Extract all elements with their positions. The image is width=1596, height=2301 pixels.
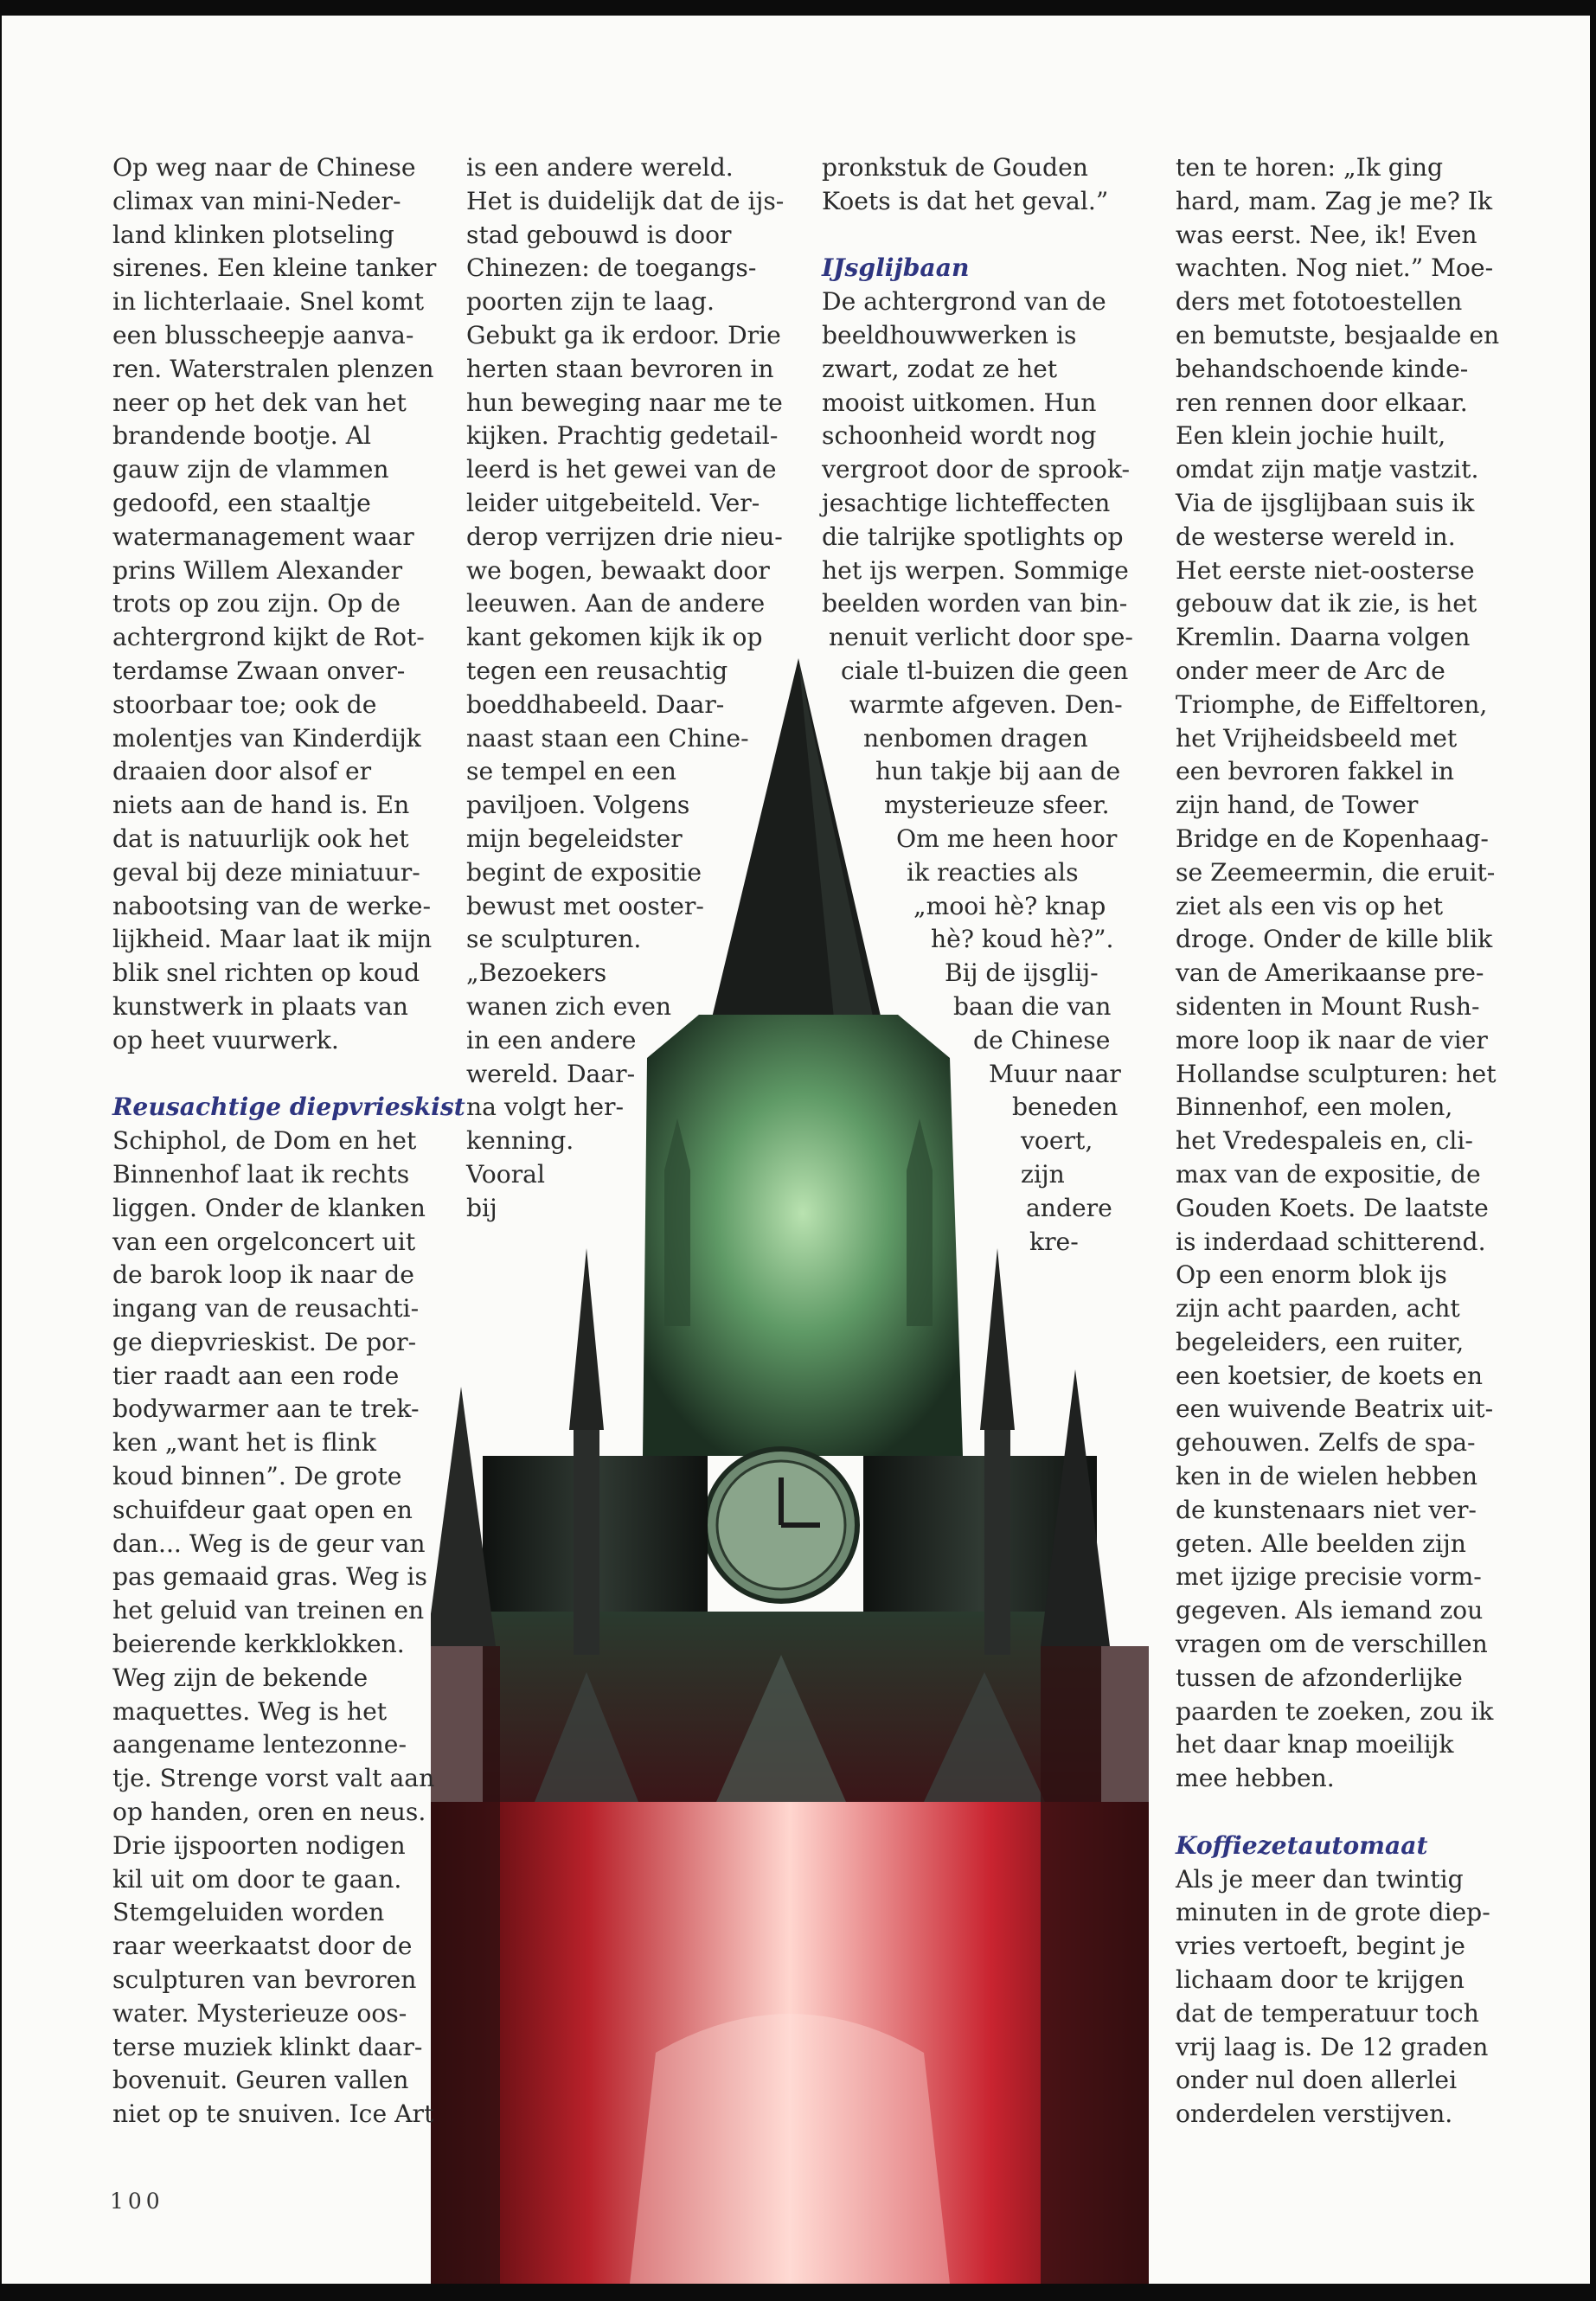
text-line: leerd is het gewei van de [466,455,777,484]
text-line: het Vrijheidsbeeld met [1176,723,1458,753]
text-line: mee hebben. [1176,1764,1335,1793]
text-line: kijken. Prachtig gedetail- [466,421,779,451]
text-line: zijn hand, de Tower [1176,791,1419,820]
text-line: sculpturen van bevroren [112,1965,417,1995]
text-line: ren rennen door elkaar. [1176,388,1468,417]
text-line: pronkstuk de Gouden [822,153,1088,182]
text-line: molentjes van Kinderdijk [112,723,421,753]
text-line: bij [466,1193,497,1222]
text-line: poorten zijn te laag. [466,287,715,317]
text-line: het ijs werpen. Sommige [822,555,1129,585]
text-line: vragen om de verschillen [1176,1630,1488,1659]
text-line: terse muziek klinkt daar- [112,2032,423,2061]
text-line: Gebukt ga ik erdoor. Drie [466,320,781,349]
text-line: zwart, zodat ze het [822,354,1058,383]
text-line: „mooi hè? knap [913,891,1106,920]
text-line: leeuwen. Aan de andere [466,589,766,619]
text-line: kil uit om door te gaan. [112,1864,402,1894]
text-line: pas gemaaid gras. Weg is [112,1562,427,1592]
text-line: kant gekomen kijk ik op [466,623,763,652]
text-line: ik reacties als [907,857,1079,887]
text-line: boeddhabeeld. Daar- [466,689,725,719]
text-line: neer op het dek van het [112,388,407,417]
text-line: Kremlin. Daarna volgen [1176,623,1471,652]
text-line: vrij laag is. De 12 graden [1176,2032,1489,2061]
text-line: Chinezen: de toegangs- [466,253,757,283]
text-line: Binnenhof laat ik rechts [112,1159,410,1189]
text-line: beierende kerkklokken. [112,1630,405,1659]
text-line: ziet als een vis op het [1176,891,1444,920]
text-line: hun beweging naar me te [466,388,783,417]
text-line: kenning. [466,1126,574,1156]
text-line: dat de temperatuur toch [1176,1998,1479,2028]
text-line: warmte afgeven. Den- [849,689,1123,719]
text-line: een blusscheepje aanva- [112,320,414,349]
text-line: ge diepvrieskist. De por- [112,1327,417,1356]
text-line: onderdelen verstijven. [1176,2099,1453,2129]
text-line: nenuit verlicht door spe- [829,623,1133,652]
text-line: hard, mam. Zag je me? Ik [1176,186,1493,215]
text-line: de kunstenaars niet ver- [1176,1495,1477,1524]
text-line: vergroot door de sprook- [822,455,1130,484]
text-line: lichaam door te krijgen [1176,1965,1465,1995]
text-line: gedoofd, een staaltje [112,488,371,517]
text-line: Gouden Koets. De laatste [1176,1193,1489,1222]
text-line: sidenten in Mount Rush- [1176,991,1480,1021]
text-line: het daar knap moeilijk [1176,1730,1454,1759]
clock-icon [705,1449,857,1601]
text-line: van een orgelconcert uit [112,1227,416,1256]
text-line: ingang van de reusachti- [112,1294,420,1324]
text-line: se sculpturen. [466,925,642,954]
text-line: mooist uitkomen. Hun [822,388,1097,417]
text-line: climax van mini-Neder- [112,186,401,215]
text-line: is een andere wereld. [466,153,734,182]
text-line: prins Willem Alexander [112,555,403,585]
text-line: achtergrond kijkt de Rot- [112,623,425,652]
text-line: leider uitgebeiteld. Ver- [466,488,760,517]
text-line: na volgt her- [466,1093,624,1122]
text-line: begint de expositie [466,857,702,887]
text-line: Via de ijsglijbaan suis ik [1176,488,1475,517]
text-line: met ijzige precisie vorm- [1176,1562,1482,1592]
text-line: is inderdaad schitterend. [1176,1227,1486,1256]
text-line: lijkheid. Maar laat ik mijn [112,925,433,954]
text-line: nabootsing van de werke- [112,891,432,920]
text-line: beelden worden van bin- [822,589,1128,619]
text-line: se Zeemeermin, die eruit- [1176,857,1496,887]
text-line: vries vertoeft, begint je [1176,1932,1465,1961]
text-line: Het eerste niet-oosterse [1176,555,1475,585]
text-line: voert, [1021,1126,1093,1156]
text-line: een wuivende Beatrix uit- [1176,1394,1494,1424]
text-line: geval bij deze miniatuur- [112,857,420,887]
text-line: tegen een reusachtig [466,656,728,685]
text-line: ren. Waterstralen plenzen [112,354,434,383]
text-line: Muur naar [989,1059,1121,1088]
text-line: Om me heen hoor [896,824,1118,853]
text-line: Schiphol, de Dom en het [112,1126,417,1156]
text-line: Bij de ijsglij- [945,958,1099,988]
text-line: ciale tl-buizen die geen [841,656,1129,685]
text-line: niets aan de hand is. En [112,791,410,820]
text-line: tje. Strenge vorst valt aan [112,1764,435,1793]
text-line: Een klein jochie huilt, [1176,421,1446,451]
text-line: de barok loop ik naar de [112,1260,414,1290]
text-line: niet op te snuiven. Ice Art [112,2099,434,2129]
text-line: max van de expositie, de [1176,1159,1481,1189]
text-line: Als je meer dan twintig [1176,1864,1464,1894]
text-line: koud binnen”. De grote [112,1462,402,1491]
text-line: more loop ik naar de vier [1176,1025,1488,1054]
text-line: tussen de afzonderlijke [1176,1663,1463,1692]
text-line: Bridge en de Kopenhaag- [1176,824,1489,853]
text-line: ders met fototoestellen [1176,287,1463,317]
text-line: omdat zijn matje vastzit. [1176,455,1479,484]
text-line: van de Amerikaanse pre- [1176,958,1484,988]
text-line: tier raadt aan een rode [112,1361,400,1390]
text-line: de Chinese [973,1025,1111,1054]
text-line: een koetsier, de koets en [1176,1361,1483,1390]
magazine-page [2,16,1590,2284]
text-line: wereld. Daar- [466,1059,636,1088]
text-line: raar weerkaatst door de [112,1932,413,1961]
text-line: in lichterlaaie. Snel komt [112,287,425,317]
text-line: beneden [1012,1093,1118,1122]
text-line: Het is duidelijk dat de ijs- [466,186,785,215]
text-line: land klinken plotseling [112,220,394,249]
text-line: baan die van [953,991,1112,1021]
text-line: De achtergrond van de [822,287,1106,317]
text-line: gehouwen. Zelfs de spa- [1176,1428,1476,1458]
text-line: „Bezoekers [466,958,607,988]
text-line: Triomphe, de Eiffeltoren, [1176,689,1488,719]
text-line: begeleiders, een ruiter, [1176,1327,1465,1356]
text-line: Koets is dat het geval.” [822,186,1109,215]
text-line: hun takje bij aan de [875,757,1121,786]
text-line: liggen. Onder de klanken [112,1193,426,1222]
text-line: de westerse wereld in. [1176,522,1456,551]
text-line: stad gebouwd is door [466,220,732,249]
text-line: water. Mysterieuze oos- [112,1998,407,2028]
section-heading: Reusachtige diepvrieskist [112,1093,465,1122]
text-line: naast staan een Chine- [466,723,749,753]
text-line: beeldhouwwerken is [822,320,1077,349]
text-line: Weg zijn de bekende [112,1663,369,1692]
text-line: schoonheid wordt nog [822,421,1097,451]
text-line: het Vredespaleis en, cli- [1176,1126,1473,1156]
text-line: en bemutste, besjaalde en [1176,320,1500,349]
text-line: onder meer de Arc de [1176,656,1445,685]
section-heading: IJsglijbaan [822,253,970,283]
text-line: ken in de wielen hebben [1176,1462,1478,1491]
text-line: trots op zou zijn. Op de [112,589,401,619]
text-line: jesachtige lichteffecten [822,488,1111,517]
text-line: Op weg naar de Chinese [112,153,416,182]
text-line: geten. Alle beelden zijn [1176,1529,1466,1558]
text-line: dat is natuurlijk ook het [112,824,409,853]
text-line: draaien door alsof er [112,757,372,786]
text-line: brandende bootje. Al [112,421,372,451]
text-column-1 [112,151,465,2131]
text-line: onder nul doen allerlei [1176,2066,1458,2095]
text-line: derop verrijzen drie nieu- [466,522,783,551]
text-line: Stemgeluiden worden [112,1898,385,1927]
text-line: aangename lentezonne- [112,1730,407,1759]
text-line: mijn begeleidster [466,824,683,853]
text-line: ten te horen: „Ik ging [1176,153,1444,182]
section-heading: Koffiezetautomaat [1176,1830,1428,1860]
text-line: wachten. Nog niet.” Moe- [1176,253,1494,283]
text-column-2 [466,151,784,1226]
text-line: paviljoen. Volgens [466,791,690,820]
text-line: was eerst. Nee, ik! Even [1176,220,1477,249]
text-line: Hollandse sculpturen: het [1176,1059,1497,1088]
text-line: hè? koud hè?”. [931,925,1114,954]
text-line: dan... Weg is de geur van [112,1529,426,1558]
text-line: die talrijke spotlights op [822,522,1124,551]
text-line: we bogen, bewaakt door [466,555,770,585]
text-column-4 [1176,151,1499,2131]
text-line: Op een enorm blok ijs [1176,1260,1447,1290]
text-line: kre- [1029,1227,1079,1256]
text-line: Binnenhof, een molen, [1176,1093,1453,1122]
text-line: stoorbaar toe; ook de [112,689,377,719]
text-column-3 [822,151,1133,1259]
text-line: kunstwerk in plaats van [112,991,408,1021]
page-number: 100 [110,2189,164,2214]
text-line: blik snel richten op koud [112,958,420,988]
text-line: op handen, oren en neus. [112,1798,426,1827]
text-line: het geluid van treinen en [112,1596,425,1625]
text-line: wanen zich even [466,991,672,1021]
text-line: gebouw dat ik zie, is het [1176,589,1477,619]
text-line: watermanagement waar [112,522,414,551]
text-line: behandschoende kinde- [1176,354,1469,383]
text-line: gauw zijn de vlammen [112,455,389,484]
text-line: bodywarmer aan te trek- [112,1394,420,1424]
text-line: bewust met ooster- [466,891,704,920]
text-line: maquettes. Weg is het [112,1696,388,1726]
text-line: zijn acht paarden, acht [1176,1294,1460,1324]
text-line: mysterieuze sfeer. [884,791,1110,820]
text-line: paarden te zoeken, zou ik [1176,1696,1494,1726]
text-line: andere [1026,1193,1112,1222]
text-line: gegeven. Als iemand zou [1176,1596,1484,1625]
text-line: herten staan bevroren in [466,354,774,383]
text-line: ken „want het is flink [112,1428,376,1458]
text-line: in een andere [466,1025,637,1054]
text-line: nenbomen dragen [863,723,1088,753]
text-line: een bevroren fakkel in [1176,757,1455,786]
text-line: minuten in de grote diep- [1176,1898,1490,1927]
text-line: droge. Onder de kille blik [1176,925,1493,954]
text-line: bovenuit. Geuren vallen [112,2066,409,2095]
text-line: zijn [1021,1159,1065,1189]
text-line: se tempel en een [466,757,676,786]
text-line: sirenes. Een kleine tanker [112,253,437,283]
text-line: op heet vuurwerk. [112,1025,339,1054]
text-line: Drie ijspoorten nodigen [112,1830,406,1860]
text-line: terdamse Zwaan onver- [112,656,406,685]
text-line: Vooral [466,1159,546,1189]
text-line: schuifdeur gaat open en [112,1495,413,1524]
